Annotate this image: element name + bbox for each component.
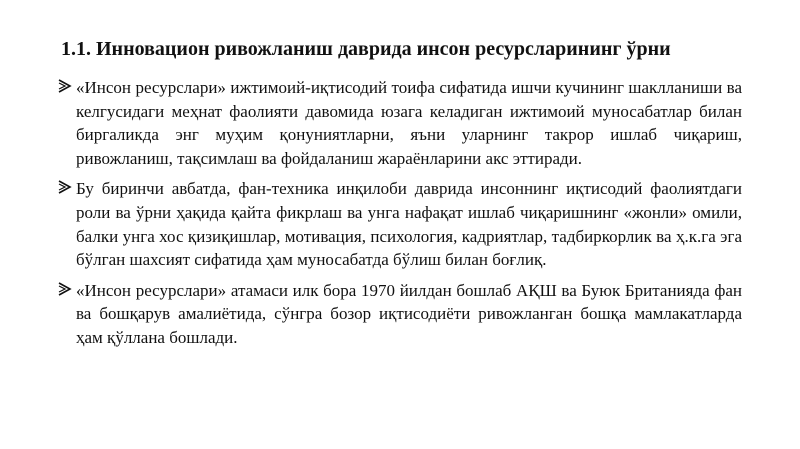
bullet-item [58,279,742,350]
bullet-text: Бу биринчи авбатда, фан-техника инқилоби даврида инсоннинг иқтисодий фаолиятдаги роли ва ўрни ҳақида қайта фикрлаш ва унга нафақат ишлаб чиқаришнинг «жонли» омили, балки унга хос қизиқишлар, мотивация, психология, кадриятлар, тадбиркорлик ва ҳ.к.га эга бўлган шахсият сифатида ҳам муносабатда бўлиш билан боғлиқ. [76,179,742,270]
slide-title: 1.1. Инновацион ривожланиш даврида инсон ресурсларининг ўрни [61,38,671,60]
bullet-text: «Инсон ресурслари» ижтимоий-иқтисодий тоифа сифатида ишчи кучининг шаклланиши ва келгусидаги меҳнат фаолияти давомида юзага келадиган ижтимоий муносабатлар билан биргаликда энг муҳим қонуниятларни, яъни уларнинг такрор ишлаб чиқариш, ривожланиш, тақсимлаш ва фойдаланиш жараёнларини акс эттиради. [76,78,742,168]
arrow-bullet-icon [58,78,72,94]
bullet-item [58,177,742,271]
arrow-bullet-icon [58,179,72,195]
bullet-item [58,76,742,170]
bullet-text: «Инсон ресурслари» атамаси илк бора 1970 йилдан бошлаб АҚШ ва Буюк Британияда фан ва бошқарув амалиётида, сўнгра бозор иқтисодиёти ривожланган бошқа мамлакатларда ҳам қўллана бошлади. [76,280,742,347]
arrow-bullet-icon [58,281,72,297]
bullet-list [58,76,742,357]
